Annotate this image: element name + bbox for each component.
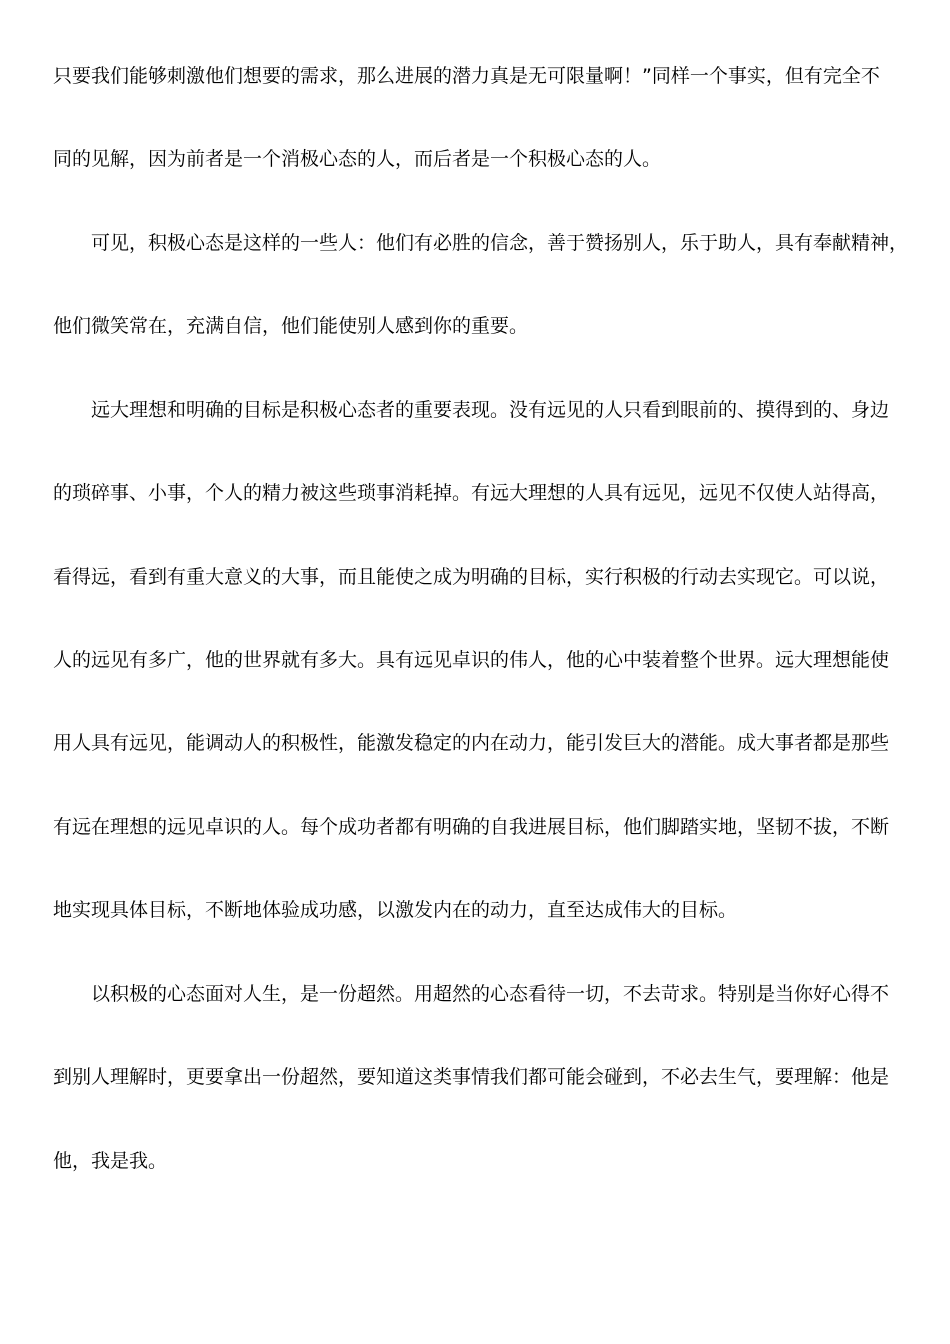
text-line: 用人具有远见，能调动人的积极性，能激发稳定的内在动力，能引发巨大的潜能。成大事者都是那些 [53, 732, 890, 754]
text-line: 人的远见有多广，他的世界就有多大。具有远见卓识的伟人，他的心中装着整个世界。远大理想能使 [53, 649, 890, 671]
text-line: 以积极的心态面对人生，是一份超然。用超然的心态看待一切，不去苛求。特别是当你好心得不 [53, 983, 890, 1005]
text-line: 远大理想和明确的目标是积极心态者的重要表现。没有远见的人只看到眼前的、摸得到的、身边 [53, 399, 890, 421]
text-line: 的琐碎事、小事，个人的精力被这些琐事消耗掉。有远大理想的人具有远见，远见不仅使人站得高， [53, 482, 890, 504]
text-line: 同的见解，因为前者是一个消极心态的人，而后者是一个积极心态的人。 [53, 148, 662, 170]
text-line: 到别人理解时，更要拿出一份超然，要知道这类事情我们都可能会碰到，不必去生气，要理解：他是 [53, 1066, 890, 1088]
text-line: 他们微笑常在，充满自信，他们能使别人感到你的重要。 [53, 315, 529, 337]
text-line: 可见，积极心态是这样的一些人：他们有必胜的信念，善于赞扬别人，乐于助人，具有奉献精神， [53, 232, 909, 254]
text-line: 他，我是我。 [53, 1150, 168, 1172]
text-line: 有远在理想的远见卓识的人。每个成功者都有明确的自我进展目标，他们脚踏实地，坚韧不拔，不断 [53, 816, 890, 838]
text-line: 看得远，看到有重大意义的大事，而且能使之成为明确的目标，实行积极的行动去实现它。可以说， [53, 566, 890, 588]
text-line: 地实现具体目标，不断地体验成功感，以激发内在的动力，直至达成伟大的目标。 [53, 899, 738, 921]
text-line: 只要我们能够刺激他们想要的需求，那么进展的潜力真是无可限量啊！”同样一个事实，但有完全不 [53, 65, 880, 87]
